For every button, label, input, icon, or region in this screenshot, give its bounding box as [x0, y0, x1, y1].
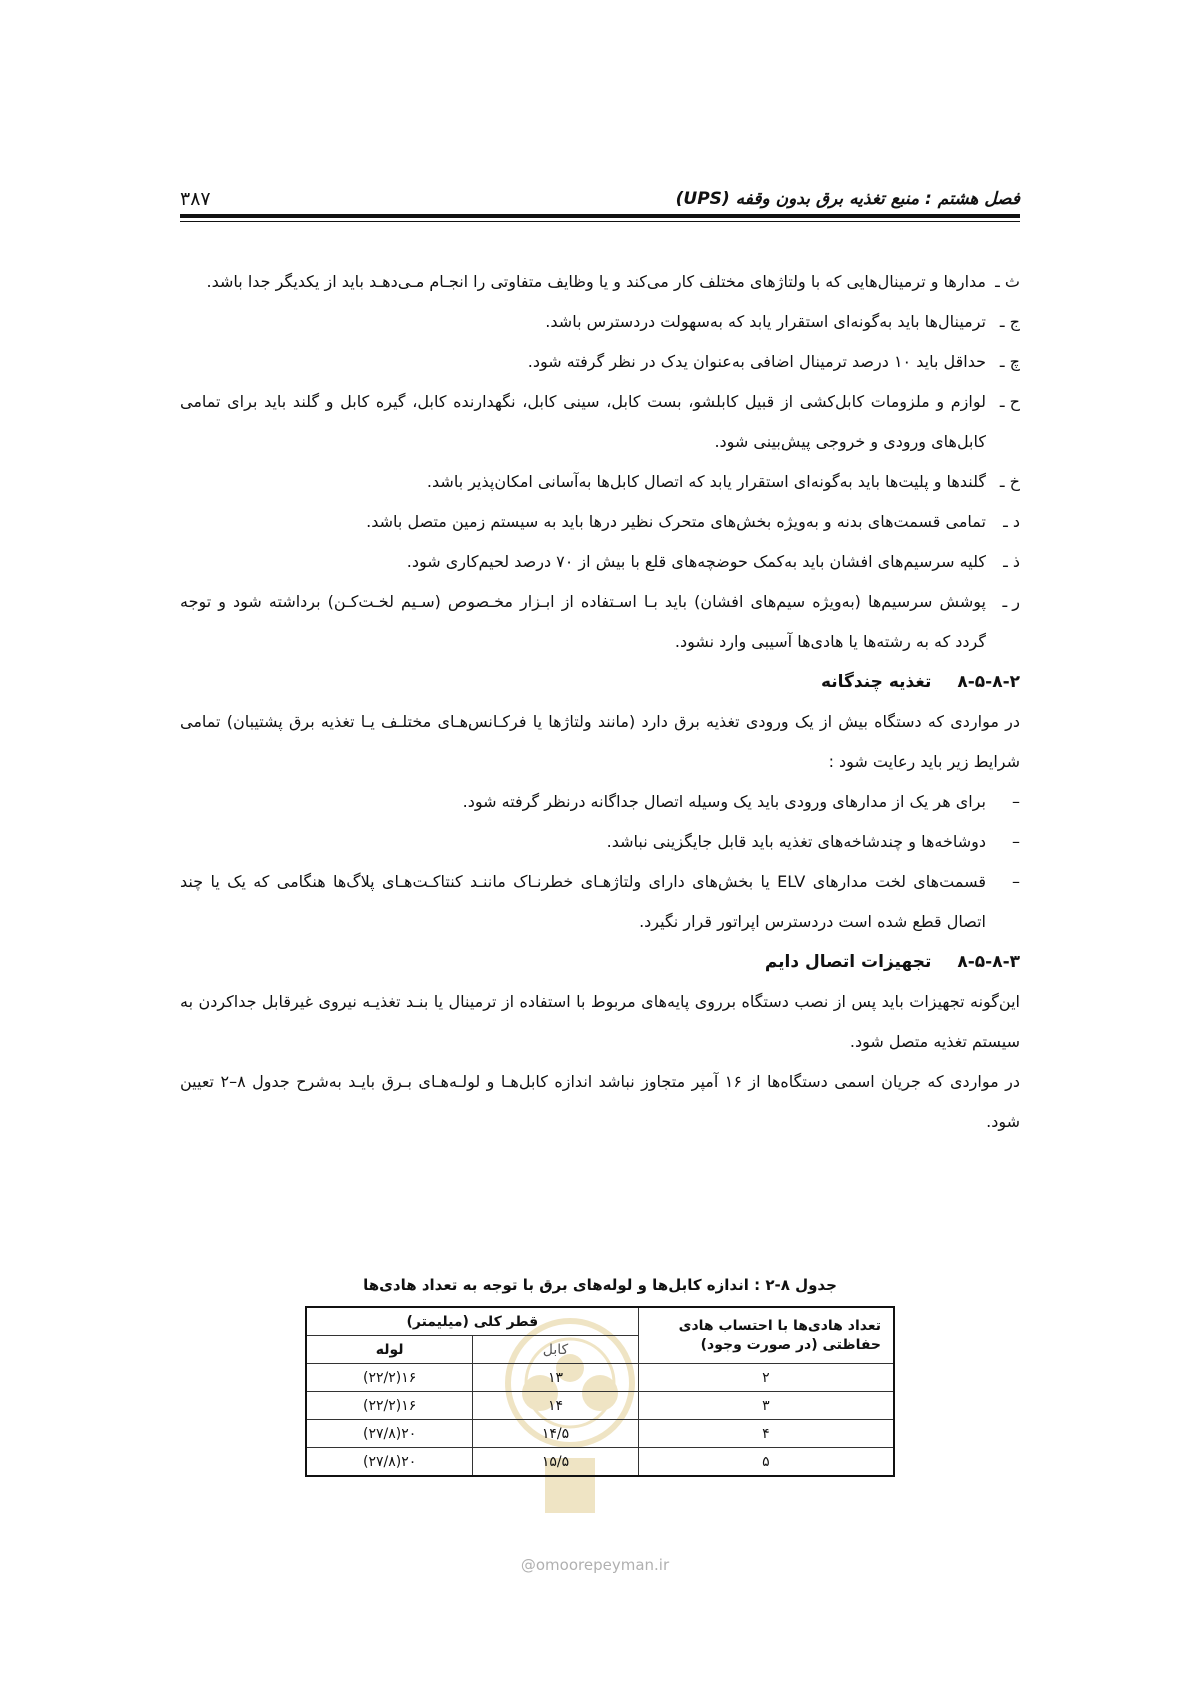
list-item — [180, 262, 1020, 302]
table-row — [306, 1420, 894, 1448]
list-item — [180, 542, 1020, 582]
item-text: حداقل باید ۱۰ درصد ترمینال اضافی به‌عنوان یدک در نظر گرفته شود. — [527, 352, 986, 371]
item-text: کلیه سرسیم‌های افشان باید به‌کمک حوضچه‌های قلع با بیش از ۷۰ درصد لحیم‌کاری شود. — [406, 552, 986, 571]
table-row — [306, 1448, 894, 1477]
cell-pipe: ۲۰(۲۷/۸) — [306, 1420, 473, 1448]
header-count: تعداد هادی‌ها با احتساب هادی حفاظتی (در صورت وجود) — [638, 1307, 894, 1364]
item-text: گلندها و پلیت‌ها باید به‌گونه‌ای استقرار یابد که اتصال کابل‌ها به‌آسانی امکان‌پذیر باشد. — [426, 472, 986, 491]
list-item — [180, 582, 1020, 662]
header-rule-thin — [180, 221, 1020, 222]
section-paragraph: این‌گونه تجهیزات باید پس از نصب دستگاه برروی پایه‌های مربوط با استفاده از ترمینال یا بنـد تغذیـه نیروی غیرقابل جداکردن به سیستم تغذیه متصل شود. — [180, 992, 1020, 1051]
item-text: ترمینال‌ها باید به‌گونه‌ای استقرار یابد که به‌سهولت دردسترس باشد. — [545, 312, 986, 331]
cell-pipe: ۲۰(۲۷/۸) — [306, 1448, 473, 1477]
cell-count: ۵ — [638, 1448, 894, 1477]
dash-icon: – — [1012, 872, 1020, 891]
cell-cable: ۱۴ — [473, 1392, 638, 1420]
cell-count: ۲ — [638, 1364, 894, 1392]
list-item — [180, 382, 1020, 462]
cell-cable: ۱۳ — [473, 1364, 638, 1392]
header-rule-thick — [180, 214, 1020, 218]
list-item — [180, 462, 1020, 502]
cell-cable: ۱۴/۵ — [473, 1420, 638, 1448]
item-mark: ج ـ — [999, 312, 1020, 331]
item-mark: ر ـ — [1002, 592, 1020, 611]
bullet-item — [180, 862, 1020, 942]
bullet-item — [180, 782, 1020, 822]
section-title: تجهیزات اتصال دایم — [764, 952, 932, 972]
list-item — [180, 342, 1020, 382]
cell-count: ۳ — [638, 1392, 894, 1420]
table-row — [306, 1392, 894, 1420]
table-caption: جدول ۸-۲ : اندازه کابل‌ها و لوله‌های برق با توجه به تعداد هادی‌ها — [363, 1276, 837, 1294]
cell-count: ۴ — [638, 1420, 894, 1448]
bullet-text: قسمت‌های لخت مدارهای ELV یا بخش‌های دارای ولتاژهـای خطرنـاک ماننـد کنتاکـت‌هـای پلاگ‌ها هنگامی که یک یا چند اتصال قطع شده است دردسترس اپراتور قرار نگیرد. — [180, 872, 986, 931]
section-number: ۸-۵-۸-۲ — [957, 672, 1020, 692]
header-cable: کابل — [473, 1336, 638, 1364]
cell-pipe: ۱۶(۲۲/۲) — [306, 1392, 473, 1420]
cell-cable: ۱۵/۵ — [473, 1448, 638, 1477]
section-heading — [180, 662, 1020, 702]
page-header — [180, 182, 1020, 216]
cell-pipe: ۱۶(۲۲/۲) — [306, 1364, 473, 1392]
item-mark: ذ ـ — [1003, 552, 1020, 571]
item-mark: ث ـ — [995, 272, 1020, 291]
section-paragraph: در مواردی که دستگاه بیش از یک ورودی تغذیه برق دارد (مانند ولتاژها یا فرکـانس‌هـای مختلـف یـا تغذیه برق پشتیبان) تمامی شرایط زیر باید رعایت شود : — [180, 712, 1020, 771]
table-row — [306, 1364, 894, 1392]
section-title: تغذیه چندگانه — [820, 672, 932, 692]
item-mark: خ ـ — [999, 472, 1020, 491]
table-container — [305, 1276, 895, 1477]
watermark-text: @omoorepeyman.ir — [520, 1556, 670, 1574]
data-table — [305, 1306, 895, 1477]
item-text: مدارها و ترمینال‌هایی که با ولتاژهای مختلف کار می‌کند و یا وظایف متفاوتی را انجـام مـی‌دهـد باید از یکدیگر جدا باشد. — [206, 272, 986, 291]
bullet-text: برای هر یک از مدارهای ورودی باید یک وسیله اتصال جداگانه درنظر گرفته شود. — [462, 792, 986, 811]
chapter-title: فصل هشتم : منبع تغذیه برق بدون وقفه (UPS) — [675, 189, 1020, 209]
section-heading — [180, 942, 1020, 982]
page-number: ۳۸۷ — [180, 188, 211, 210]
item-text: تمامی قسمت‌های بدنه و به‌ویژه بخش‌های متحرک نظیر درها باید به سیستم زمین متصل باشد. — [366, 512, 986, 531]
bullet-item — [180, 822, 1020, 862]
item-text: پوشش سرسیم‌ها (به‌ویژه سیم‌های افشان) باید بـا اسـتفاده از ابـزار مخـصوص (سـیم لخـت‌کـن) برداشته شود و توجه گردد که به رشته‌ها یا هادی‌ها آسیبی وارد نشود. — [180, 592, 986, 651]
header-pipe: لوله — [306, 1336, 473, 1364]
section-paragraph: در مواردی که جریان اسمی دستگاه‌ها از ۱۶ آمپر متجاوز نباشد اندازه کابل‌هـا و لولـه‌هـای بـرق بایـد به‌شرح جدول ۸–۲ تعیین شود. — [180, 1072, 1021, 1131]
item-mark: د ـ — [1003, 512, 1020, 531]
dash-icon: – — [1012, 792, 1020, 811]
item-mark: ح ـ — [999, 392, 1020, 411]
page-content — [180, 262, 1020, 1142]
header-diameter: قطر کلی (میلیمتر) — [306, 1307, 638, 1336]
item-text: لوازم و ملزومات کابل‌کشی از قبیل کابلشو، بست کابل، سینی کابل، نگهدارنده کابل، گیره کابل و گلند باید برای تمامی کابل‌های ورودی و خروجی پیش‌بینی شود. — [180, 392, 986, 451]
section-number: ۸-۵-۸-۳ — [957, 952, 1020, 972]
item-mark: چ ـ — [999, 352, 1020, 371]
list-item — [180, 302, 1020, 342]
dash-icon: – — [1012, 832, 1020, 851]
list-item — [180, 502, 1020, 542]
bullet-text: دوشاخه‌ها و چندشاخه‌های تغذیه باید قابل جایگزینی نباشد. — [606, 832, 986, 851]
